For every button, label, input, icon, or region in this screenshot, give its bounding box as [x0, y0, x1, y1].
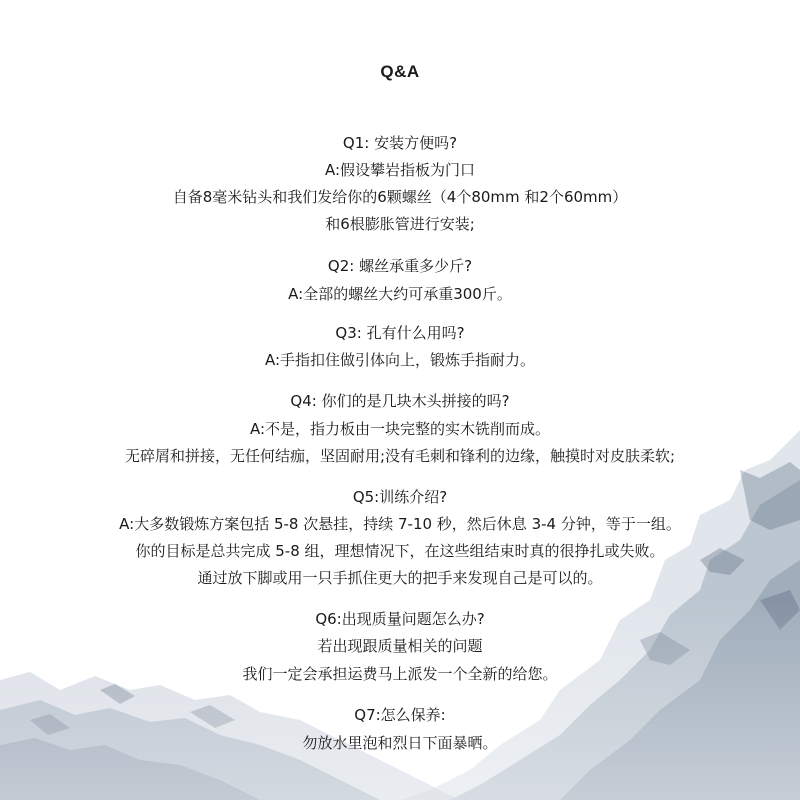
question-6: Q6:出现质量问题怎么办? — [315, 610, 485, 628]
answer-5-line-3: 通过放下脚或用一只手抓住更大的把手来发现自己是可以的。 — [197, 569, 603, 587]
question-7: Q7:怎么保养: — [354, 706, 446, 724]
answer-3: A:手指扣住做引体向上，锻炼手指耐力。 — [264, 351, 536, 369]
question-2: Q2: 螺丝承重多少斤? — [327, 257, 473, 275]
answer-4-line-2: 无碎屑和拼接，无任何结痂，坚固耐用;没有毛刺和锋利的边缘，触摸时对皮肤柔软; — [124, 447, 676, 465]
question-5: Q5:训练介绍? — [352, 488, 448, 506]
answer-2: A:全部的螺丝大约可承重300斤。 — [288, 285, 512, 303]
answer-7: 勿放水里泡和烈日下面暴晒。 — [302, 734, 498, 752]
answer-6-line-1: 若出现跟质量相关的问题 — [317, 637, 483, 655]
answer-5-line-2: 你的目标是总共完成 5-8 组，理想情况下，在这些组结束时真的很挣扎或失败。 — [135, 542, 665, 560]
answer-5-line-1: A:大多数锻炼方案包括 5-8 次悬挂，持续 7-10 秒，然后休息 3-4 分钟，等于一组。 — [119, 515, 681, 533]
question-4: Q4: 你们的是几块木头拼接的吗? — [290, 392, 510, 410]
answer-1-line-3: 和6根膨胀管进行安装; — [325, 215, 475, 233]
question-1: Q1: 安装方便吗? — [342, 134, 458, 152]
answer-1-line-1: A:假设攀岩指板为门口 — [324, 161, 476, 179]
question-3: Q3: 孔有什么用吗? — [335, 324, 465, 342]
page-title: Q&A — [380, 62, 420, 81]
answer-4-line-1: A:不是，指力板由一块完整的实木铣削而成。 — [249, 420, 551, 438]
answer-1-line-2: 自备8毫米钻头和我们发给你的6颗螺丝（4个80mm 和2个60mm） — [172, 188, 628, 206]
answer-6-line-2: 我们一定会承担运费马上派发一个全新的给您。 — [242, 665, 558, 683]
